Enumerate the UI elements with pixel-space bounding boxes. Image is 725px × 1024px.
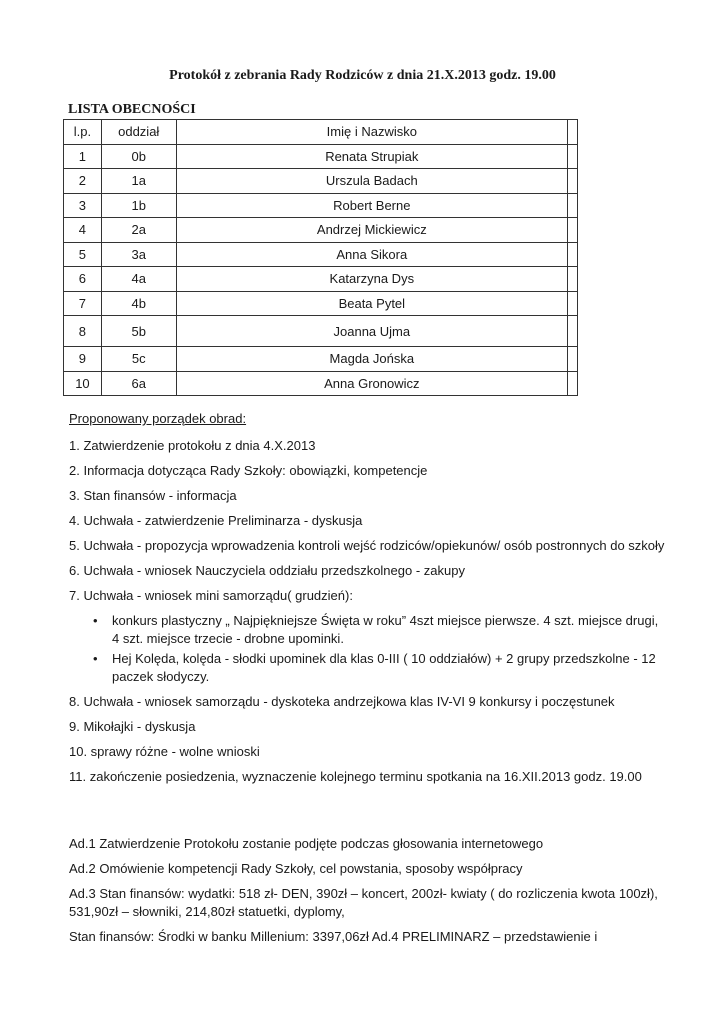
cell-empty xyxy=(568,242,578,267)
table-row xyxy=(64,169,578,194)
attendance-heading: LISTA OBECNOŚCI xyxy=(68,102,196,117)
agenda-item: 1. Zatwierdzenie protokołu z dnia 4.X.2013 xyxy=(69,438,316,453)
document-title: Protokół z zebrania Rady Rodziców z dnia 21.X.2013 godz. 19.00 xyxy=(169,68,556,83)
agenda-bullet-list xyxy=(69,612,669,686)
note-paragraph: Stan finansów: Środki w banku Millenium: 3397,06zł Ad.4 PRELIMINARZ – przedstawienie i xyxy=(69,929,598,944)
cell-name: Urszula Badach xyxy=(176,169,567,194)
cell-name: Anna Gronowicz xyxy=(176,371,567,396)
cell-lp: 4 xyxy=(64,218,102,243)
agenda-section xyxy=(69,410,669,793)
bullet-icon: • xyxy=(93,651,98,666)
notes-section xyxy=(69,835,669,953)
cell-empty xyxy=(568,371,578,396)
table-row xyxy=(64,291,578,316)
table-row xyxy=(64,371,578,396)
cell-lp: 8 xyxy=(64,316,102,347)
agenda-item: 8. Uchwała - wniosek samorządu - dyskoteka andrzejkowa klas IV-VI 9 konkursy i poczęstunek xyxy=(69,694,615,709)
cell-oddzial: 5b xyxy=(101,316,176,347)
cell-oddzial: 5c xyxy=(101,347,176,372)
bullet-text: Hej Kolęda, kolęda - słodki upominek dla klas 0-III ( 10 oddziałów) + 2 grupy przedszkolne - 12 paczek słodyczy. xyxy=(112,651,656,684)
note-paragraph: Ad.3 Stan finansów: wydatki: 518 zł- DEN, 390zł – koncert, 200zł- kwiaty ( do rozliczenia kwota 100zł), 531,90zł – słowniki, 214,80zł statuetki, dyplomy, xyxy=(69,886,658,919)
cell-lp: 10 xyxy=(64,371,102,396)
header-oddzial: oddział xyxy=(101,120,176,145)
cell-name: Renata Strupiak xyxy=(176,144,567,169)
cell-oddzial: 4b xyxy=(101,291,176,316)
cell-oddzial: 1b xyxy=(101,193,176,218)
table-header-row xyxy=(64,120,578,145)
header-empty xyxy=(568,120,578,145)
agenda-heading: Proponowany porządek obrad: xyxy=(69,411,247,426)
bullet-icon: • xyxy=(93,613,98,628)
cell-lp: 3 xyxy=(64,193,102,218)
cell-oddzial: 0b xyxy=(101,144,176,169)
table-row xyxy=(64,347,578,372)
cell-oddzial: 4a xyxy=(101,267,176,292)
bullet-item xyxy=(69,612,669,648)
cell-name: Joanna Ujma xyxy=(176,316,567,347)
agenda-item: 7. Uchwała - wniosek mini samorządu( grudzień): xyxy=(69,588,353,603)
cell-oddzial: 3a xyxy=(101,242,176,267)
agenda-item: 4. Uchwała - zatwierdzenie Preliminarza - dyskusja xyxy=(69,513,363,528)
table-row xyxy=(64,267,578,292)
agenda-item: 5. Uchwała - propozycja wprowadzenia kontroli wejść rodziców/opiekunów/ osób postronnych do szkoły xyxy=(69,538,665,553)
attendance-table xyxy=(63,119,578,396)
table-row xyxy=(64,193,578,218)
cell-empty xyxy=(568,218,578,243)
table-row xyxy=(64,218,578,243)
agenda-item: 11. zakończenie posiedzenia, wyznaczenie kolejnego terminu spotkania na 16.XII.2013 godz. 19.00 xyxy=(69,769,642,784)
cell-empty xyxy=(568,144,578,169)
cell-oddzial: 1a xyxy=(101,169,176,194)
agenda-item: 2. Informacja dotycząca Rady Szkoły: obowiązki, kompetencje xyxy=(69,463,428,478)
agenda-item: 9. Mikołajki - dyskusja xyxy=(69,719,196,734)
bullet-item xyxy=(69,650,669,686)
cell-name: Robert Berne xyxy=(176,193,567,218)
cell-oddzial: 6a xyxy=(101,371,176,396)
cell-lp: 6 xyxy=(64,267,102,292)
cell-empty xyxy=(568,316,578,347)
bullet-text: konkurs plastyczny „ Najpiękniejsze Święta w roku” 4szt miejsce pierwsze. 4 szt. miejsce drugi, 4 szt. miejsce trzecie - drobne upominki. xyxy=(112,613,659,646)
header-lp: l.p. xyxy=(64,120,102,145)
agenda-item: 3. Stan finansów - informacja xyxy=(69,488,237,503)
agenda-item: 10. sprawy różne - wolne wnioski xyxy=(69,744,260,759)
cell-oddzial: 2a xyxy=(101,218,176,243)
header-name: Imię i Nazwisko xyxy=(176,120,567,145)
cell-empty xyxy=(568,267,578,292)
cell-name: Magda Jońska xyxy=(176,347,567,372)
cell-empty xyxy=(568,291,578,316)
cell-name: Andrzej Mickiewicz xyxy=(176,218,567,243)
cell-empty xyxy=(568,347,578,372)
table-row xyxy=(64,316,578,347)
table-row xyxy=(64,144,578,169)
cell-empty xyxy=(568,169,578,194)
cell-lp: 9 xyxy=(64,347,102,372)
table-row xyxy=(64,242,578,267)
cell-name: Katarzyna Dys xyxy=(176,267,567,292)
note-paragraph: Ad.2 Omówienie kompetencji Rady Szkoły, cel powstania, sposoby współpracy xyxy=(69,861,523,876)
cell-name: Beata Pytel xyxy=(176,291,567,316)
cell-lp: 5 xyxy=(64,242,102,267)
agenda-item: 6. Uchwała - wniosek Nauczyciela oddziału przedszkolnego - zakupy xyxy=(69,563,465,578)
cell-name: Anna Sikora xyxy=(176,242,567,267)
note-paragraph: Ad.1 Zatwierdzenie Protokołu zostanie podjęte podczas głosowania internetowego xyxy=(69,836,544,851)
cell-lp: 7 xyxy=(64,291,102,316)
cell-empty xyxy=(568,193,578,218)
cell-lp: 2 xyxy=(64,169,102,194)
cell-lp: 1 xyxy=(64,144,102,169)
